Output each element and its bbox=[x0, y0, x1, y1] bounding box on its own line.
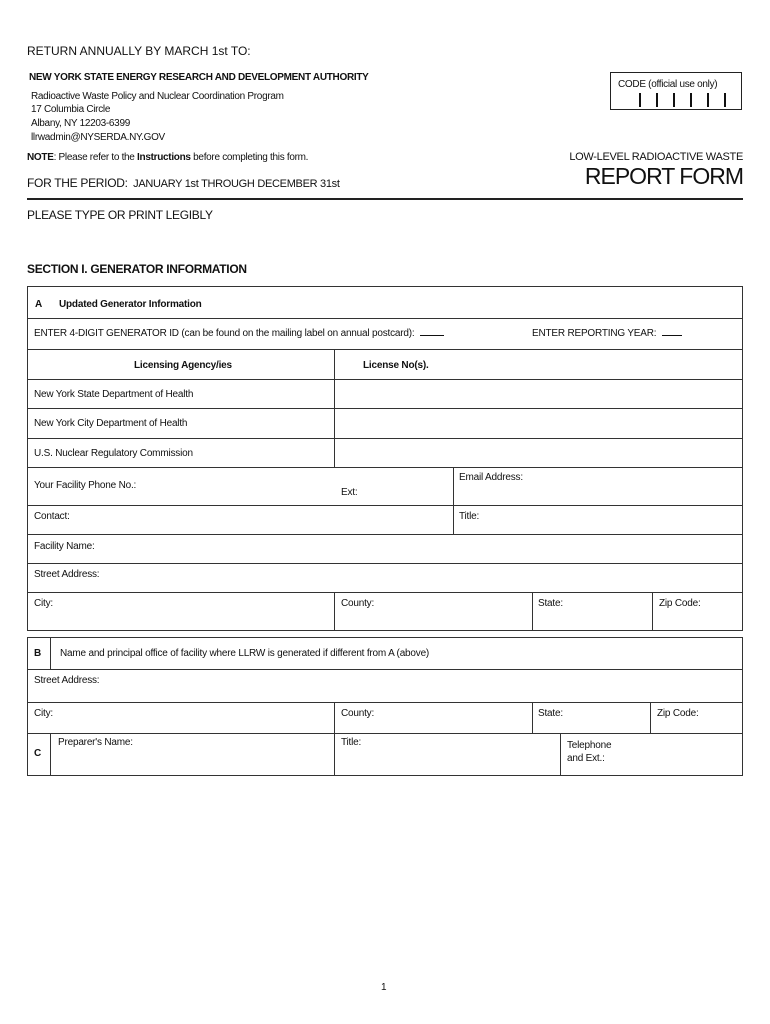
note-label: NOTE bbox=[27, 152, 54, 163]
code-label: CODE (official use only) bbox=[618, 79, 718, 90]
part-a-title: Updated Generator Information bbox=[59, 299, 202, 310]
generator-id-row bbox=[27, 319, 743, 350]
form-title: REPORT FORM bbox=[584, 163, 743, 189]
zip-cell-a[interactable] bbox=[652, 593, 742, 630]
street-address-label-a: Street Address: bbox=[34, 569, 100, 580]
zip-label-b: Zip Code: bbox=[657, 708, 699, 719]
agency-us-nrc: U.S. Nuclear Regulatory Commission bbox=[34, 448, 193, 459]
period-label: FOR THE PERIOD: bbox=[27, 176, 128, 190]
part-a-letter: A bbox=[35, 299, 43, 310]
reporting-year-text: ENTER REPORTING YEAR: bbox=[532, 328, 657, 339]
state-cell-b[interactable] bbox=[532, 703, 650, 733]
period-value: JANUARY 1st THROUGH DECEMBER 31st bbox=[133, 178, 340, 190]
preparer-label: Preparer's Name: bbox=[58, 737, 133, 748]
state-cell-a[interactable] bbox=[532, 593, 652, 630]
contact-row bbox=[27, 506, 743, 535]
preparer-title-label: Title: bbox=[341, 737, 362, 748]
city-zip-line: Albany, NY 12203-6399 bbox=[31, 118, 130, 129]
city-row-a bbox=[27, 593, 743, 631]
county-cell-b[interactable] bbox=[334, 703, 532, 733]
county-label-b: County: bbox=[341, 708, 375, 719]
email-label: Email Address: bbox=[459, 472, 523, 483]
facility-name-row[interactable] bbox=[27, 535, 743, 564]
city-label-b[interactable]: City: bbox=[34, 708, 54, 719]
preparer-title-cell[interactable] bbox=[334, 734, 560, 775]
city-row-b bbox=[27, 703, 743, 734]
facility-name-label: Facility Name: bbox=[34, 541, 95, 552]
street-address-label-b: Street Address: bbox=[34, 675, 100, 686]
generator-id-input[interactable] bbox=[420, 335, 444, 336]
type-notice: PLEASE TYPE OR PRINT LEGIBLY bbox=[27, 208, 213, 222]
reporting-year-input[interactable] bbox=[662, 335, 682, 336]
col-license-no: License No(s). bbox=[363, 360, 429, 371]
license-input-nys[interactable] bbox=[334, 380, 742, 408]
generator-id-text: ENTER 4-DIGIT GENERATOR ID (can be found on the mailing label on annual postcard): bbox=[34, 328, 415, 339]
contact-title-cell[interactable] bbox=[453, 506, 742, 534]
contact-label[interactable]: Contact: bbox=[34, 511, 70, 522]
email-cell[interactable] bbox=[453, 468, 742, 505]
col-licensing-agency: Licensing Agency/ies bbox=[134, 360, 232, 371]
agency-row-nys bbox=[27, 380, 743, 409]
program-name: Radioactive Waste Policy and Nuclear Coordination Program bbox=[31, 91, 284, 102]
county-label-a: County: bbox=[341, 598, 375, 609]
part-c-letter-cell bbox=[28, 734, 50, 775]
part-c-letter: C bbox=[34, 748, 42, 759]
authority-name: NEW YORK STATE ENERGY RESEARCH AND DEVELOPMENT AUTHORITY bbox=[29, 72, 369, 83]
part-b-letter: B bbox=[34, 648, 42, 659]
phone-label[interactable]: Your Facility Phone No.: bbox=[34, 480, 137, 491]
license-col-cell bbox=[334, 350, 742, 379]
ext-label[interactable]: Ext: bbox=[341, 487, 358, 498]
part-b-letter-cell bbox=[28, 638, 50, 669]
return-instruction: RETURN ANNUALLY BY MARCH 1st TO: bbox=[27, 44, 251, 58]
header-divider bbox=[27, 198, 743, 200]
agency-row-nrc bbox=[27, 439, 743, 468]
state-label-a: State: bbox=[538, 598, 563, 609]
street-address-row-b[interactable] bbox=[27, 670, 743, 703]
period-line bbox=[27, 176, 340, 190]
county-cell-a[interactable] bbox=[334, 593, 532, 630]
generator-id-label bbox=[34, 328, 444, 339]
form-subtitle: LOW-LEVEL RADIOACTIVE WASTE bbox=[569, 151, 743, 163]
preparer-cell[interactable] bbox=[50, 734, 334, 775]
section-title: SECTION I. GENERATOR INFORMATION bbox=[27, 262, 247, 276]
part-b-title: Name and principal office of facility where LLRW is generated if different from A (above) bbox=[60, 648, 430, 659]
official-code-box bbox=[610, 72, 742, 110]
state-label-b: State: bbox=[538, 708, 563, 719]
agency-nyc-doh: New York City Department of Health bbox=[34, 418, 188, 429]
part-a-header bbox=[27, 286, 743, 319]
telephone-label-1: Telephone bbox=[567, 740, 612, 751]
note-text-1: : Please refer to the bbox=[53, 152, 138, 163]
license-header-row bbox=[27, 350, 743, 380]
generator-form bbox=[27, 286, 743, 776]
reporting-year-label bbox=[532, 328, 682, 339]
part-b-header bbox=[27, 637, 743, 670]
phone-row bbox=[27, 468, 743, 506]
telephone-cell[interactable] bbox=[560, 734, 742, 775]
license-input-nrc[interactable] bbox=[334, 439, 742, 467]
part-c-row bbox=[27, 734, 743, 776]
page-number: 1 bbox=[381, 982, 387, 993]
street-address-row-a[interactable] bbox=[27, 564, 743, 593]
street-line: 17 Columbia Circle bbox=[31, 104, 111, 115]
email-address[interactable]: llrwadmin@NYSERDA.NY.GOV bbox=[31, 132, 165, 143]
note-instructions: Instructions bbox=[137, 152, 191, 163]
agency-row-nyc bbox=[27, 409, 743, 439]
note-text-2: before completing this form. bbox=[190, 152, 309, 163]
part-b-title-cell bbox=[50, 638, 742, 669]
contact-title-label: Title: bbox=[459, 511, 480, 522]
zip-label-a: Zip Code: bbox=[659, 598, 701, 609]
agency-nys-doh: New York State Department of Health bbox=[34, 389, 194, 400]
zip-cell-b[interactable] bbox=[650, 703, 742, 733]
note-line bbox=[27, 152, 308, 163]
city-label-a[interactable]: City: bbox=[34, 598, 54, 609]
license-input-nyc[interactable] bbox=[334, 409, 742, 438]
telephone-label-2: and Ext.: bbox=[567, 753, 605, 764]
code-ticks bbox=[639, 93, 735, 107]
